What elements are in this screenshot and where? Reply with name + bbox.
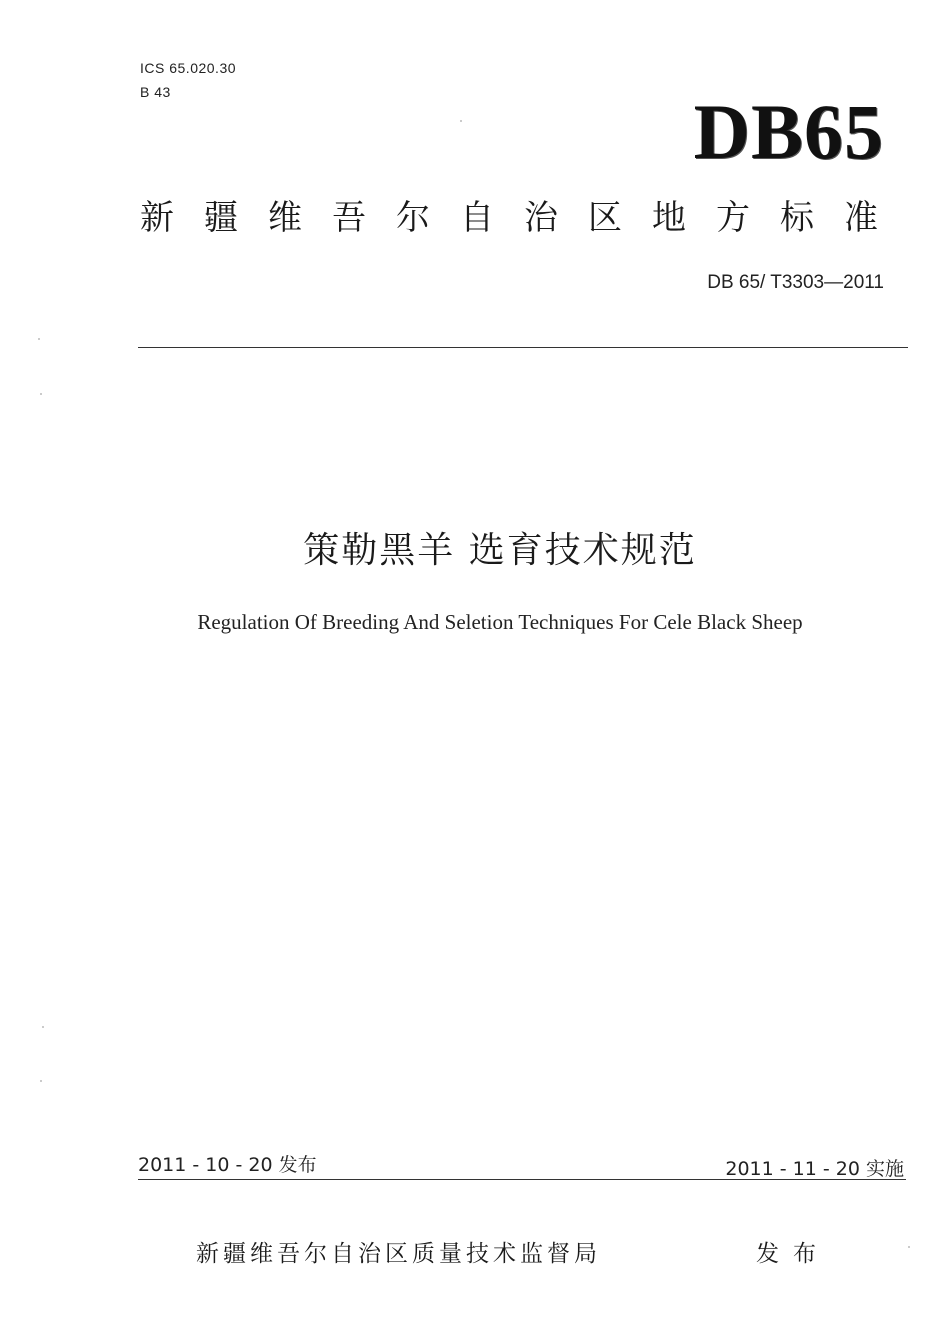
document-title-chinese: 策勒黑羊 选育技术规范: [303, 530, 697, 571]
ics-code: ICS 65.020.30: [140, 60, 237, 76]
classification-codes: [140, 56, 236, 104]
category-code: B 43: [140, 84, 171, 100]
scan-speck: [40, 1080, 42, 1082]
effective-date: 2011 - 11 - 20 实施: [725, 1158, 904, 1180]
footer-divider: [138, 1179, 906, 1180]
publisher-name: 新疆维吾尔自治区质量技术监督局: [196, 1241, 601, 1267]
document-title-english: Regulation Of Breeding And Seletion Techniques For Cele Black Sheep: [197, 610, 803, 634]
scan-speck: [40, 393, 42, 395]
standard-type-title: 新疆维吾尔自治区地方标准: [140, 198, 908, 238]
standard-number: DB 65/ T3303—2011: [707, 272, 884, 293]
scan-speck: [42, 1026, 44, 1028]
scan-speck: [908, 1246, 910, 1248]
db65-mark: DB65: [693, 88, 884, 175]
issue-date: 2011 - 10 - 20 发布: [138, 1154, 317, 1176]
publish-label: 发布: [756, 1241, 830, 1267]
scan-speck: [38, 338, 40, 340]
scan-speck: [460, 120, 462, 122]
header-divider: [138, 347, 908, 348]
